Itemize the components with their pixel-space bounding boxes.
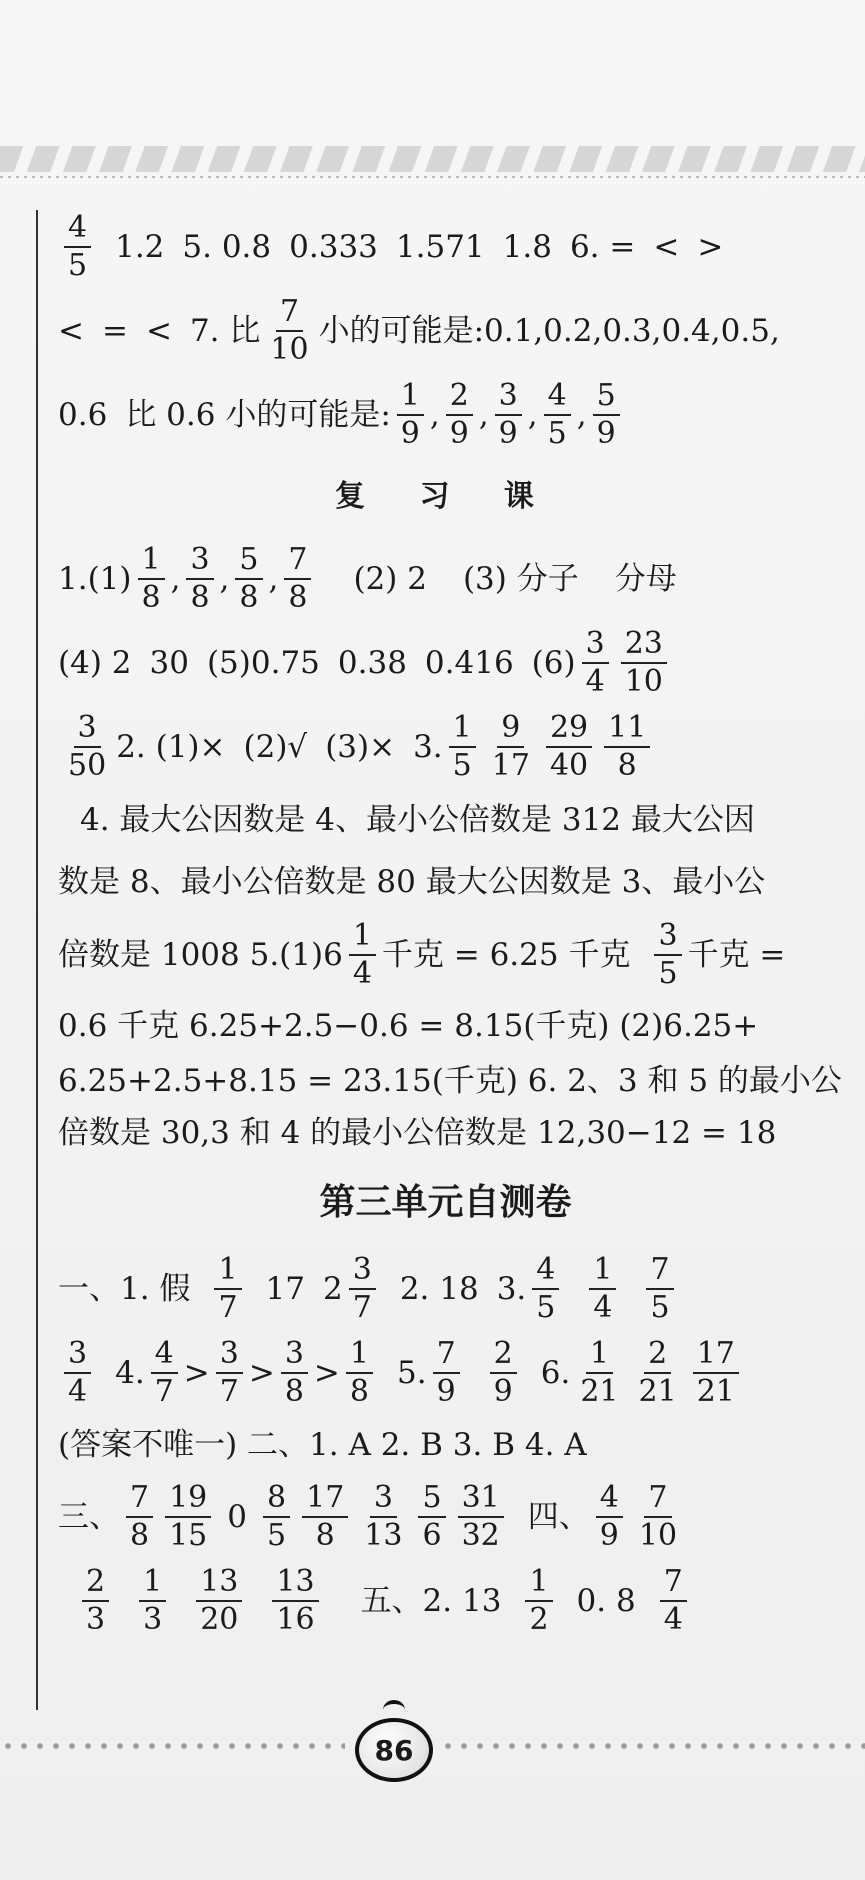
fraction: $\frac{4}{9}$: [596, 1482, 623, 1553]
fraction: $\frac{31}{32}$: [458, 1482, 504, 1553]
test-line-4: 三、 $\frac{7}{8}$ $\frac{19}{15}$ 0 $\frac{8}{5}$ $\frac{17}{8}$ $\frac{3}{13}$ $\frac{5}{6}$ $\frac{31}{32}$ 四、 $\frac{4}{9}$ $\frac{7}{10}$: [58, 1475, 833, 1559]
fraction: $\frac{7}{10}$: [638, 1479, 678, 1553]
review-line-6: 倍数是 1008 5.(1)6 $\frac{1}{4}$ 千克 = 6.25 千克 $\frac{3}{5}$ 千克 =: [58, 917, 786, 991]
fraction: $\frac{13}{16}$: [272, 1566, 318, 1637]
fraction: $\frac{13}{20}$: [196, 1566, 242, 1637]
fraction: $\frac{1}{3}$: [139, 1566, 166, 1637]
fraction: $\frac{4}{5}$: [64, 212, 91, 283]
fraction: $\frac{2}{9}$: [490, 1338, 517, 1409]
fraction: $\frac{4}{5}$: [544, 380, 571, 451]
fraction: $\frac{1}{8}$: [138, 544, 165, 615]
fraction: $\frac{1}{8}$: [346, 1338, 373, 1409]
fraction: $\frac{8}{5}$: [263, 1482, 290, 1553]
fraction: $\frac{17}{8}$: [302, 1482, 348, 1553]
review-line-4: 4. 最大公因数是 4、最小公倍数是 312 最大公因: [80, 801, 755, 838]
intro-line-2: < = < 7. 比 $\frac{7}{10}$ 小的可能是:0.1,0.2,0.3,0.4,0.5,: [58, 293, 780, 367]
fraction: $\frac{7}{5}$: [646, 1254, 673, 1325]
fraction: $\frac{4}{5}$: [532, 1254, 559, 1325]
fraction: $\frac{3}{13}$: [364, 1479, 403, 1553]
unit-test-heading: 第三单元自测卷: [319, 1182, 572, 1223]
header-dotted-line: [0, 176, 865, 178]
fraction: $\frac{1}{4}$: [349, 920, 376, 991]
fraction: $\frac{3}{4}$: [582, 628, 609, 699]
review-line-3: $\frac{3}{50}$ 2. (1)× (2)√ (3)× 3. $\frac{1}{5}$ $\frac{9}{17}$ $\frac{29}{40}$ $\frac{11}{8}$: [58, 705, 833, 789]
fraction: $\frac{29}{40}$: [546, 712, 592, 783]
fraction: $\frac{1}{9}$: [397, 380, 424, 451]
fraction: $\frac{11}{8}$: [604, 712, 650, 783]
intro-line-1: $\frac{4}{5}$ 1.2 5. 0.8 0.333 1.571 1.8 6. = < >: [58, 205, 833, 289]
review-line-9: 倍数是 30,3 和 4 的最小公倍数是 12,30−12 = 18: [58, 1114, 777, 1151]
review-line-8: 6.25+2.5+8.15 = 23.15(千克) 6. 2、3 和 5 的最小公: [58, 1062, 842, 1099]
footer-dots-right: [440, 1742, 865, 1750]
left-margin-rule: [36, 210, 38, 1710]
test-line-3: (答案不唯一) 二、1. A 2. B 3. B 4. A: [58, 1426, 587, 1463]
fraction: $\frac{19}{15}$: [165, 1482, 211, 1553]
fraction: $\frac{3}{5}$: [654, 920, 681, 991]
fraction: $\frac{1}{7}$: [214, 1254, 241, 1325]
fraction: $\frac{7}{8}$: [284, 544, 311, 615]
review-line-1: 1.(1) $\frac{1}{8}$ , $\frac{3}{8}$ , $\frac{5}{8}$ , $\frac{7}{8}$ (2) 2 (3) 分子 分母: [58, 541, 677, 615]
fraction: $\frac{1}{4}$: [589, 1254, 616, 1325]
review-line-7: 0.6 千克 6.25+2.5−0.6 = 8.15(千克) (2)6.25+: [58, 1007, 759, 1044]
intro-line-3: 0.6 比 0.6 小的可能是: $\frac{1}{9}$ , $\frac{2}{9}$ , $\frac{3}{9}$ , $\frac{4}{5}$ , $\frac{5}{9}$: [58, 373, 833, 457]
fraction: $\frac{17}{21}$: [693, 1338, 739, 1409]
fraction: $\frac{7}{8}$: [126, 1482, 153, 1553]
fraction: $\frac{1}{21}$: [580, 1335, 619, 1409]
fraction: $\frac{3}{7}$: [349, 1254, 376, 1325]
fraction: $\frac{4}{7}$: [151, 1338, 178, 1409]
header-dash-band: [0, 146, 865, 172]
review-heading: 复 习 课: [335, 479, 556, 514]
fraction: $\frac{3}{4}$: [64, 1338, 91, 1409]
page-number: 86: [355, 1718, 433, 1782]
fraction: $\frac{2}{3}$: [82, 1566, 109, 1637]
footer-dots-left: [0, 1742, 345, 1750]
fraction: $\frac{7}{9}$: [433, 1338, 460, 1409]
review-line-5: 数是 8、最小公倍数是 80 最大公因数是 3、最小公: [58, 863, 766, 900]
fraction: $\frac{23}{10}$: [621, 628, 667, 699]
fraction: $\frac{2}{9}$: [446, 380, 473, 451]
fraction: $\frac{1}{5}$: [449, 712, 476, 783]
fraction: $\frac{3}{9}$: [495, 380, 522, 451]
fraction: $\frac{2}{21}$: [638, 1335, 677, 1409]
fraction: $\frac{3}{50}$: [68, 709, 107, 783]
review-line-2: (4) 2 30 (5)0.75 0.38 0.416 (6) $\frac{3}{4}$ $\frac{23}{10}$: [58, 621, 833, 705]
fraction: $\frac{9}{17}$: [491, 709, 530, 783]
test-line-5: $\frac{2}{3}$ $\frac{1}{3}$ $\frac{13}{20}$ $\frac{13}{16}$ 五、2. 13 $\frac{1}{2}$ 0. 8 $\frac{7}{4}$: [58, 1559, 833, 1643]
fraction: $\frac{1}{2}$: [525, 1566, 552, 1637]
test-line-1: 一、1. 假 $\frac{1}{7}$ 17 2 $\frac{3}{7}$ 2. 18 3. $\frac{4}{5}$ $\frac{1}{4}$ $\frac{7}{5}$: [58, 1247, 833, 1331]
test-line-2: $\frac{3}{4}$ 4. $\frac{4}{7}$ > $\frac{3}{7}$ > $\frac{3}{8}$ > $\frac{1}{8}$ 5. $\frac{7}{9}$ $\frac{2}{9}$ 6. $\frac{1}{21}$ $\frac{2}{21}$ $\frac{17}{21}$: [58, 1331, 833, 1415]
fraction: $\frac{5}{9}$: [593, 380, 620, 451]
fraction: $\frac{5}{8}$: [235, 544, 262, 615]
fraction: $\frac{3}{7}$: [216, 1338, 243, 1409]
fraction: $\frac{3}{8}$: [186, 544, 213, 615]
fraction: $\frac{7}{4}$: [660, 1566, 687, 1637]
fraction: $\frac{5}{6}$: [418, 1482, 445, 1553]
fraction: $\frac{3}{8}$: [281, 1338, 308, 1409]
fraction: $\frac{7}{10}$: [270, 293, 309, 367]
answer-content: [58, 205, 842, 1643]
apple-leaf-icon: [383, 1700, 405, 1720]
